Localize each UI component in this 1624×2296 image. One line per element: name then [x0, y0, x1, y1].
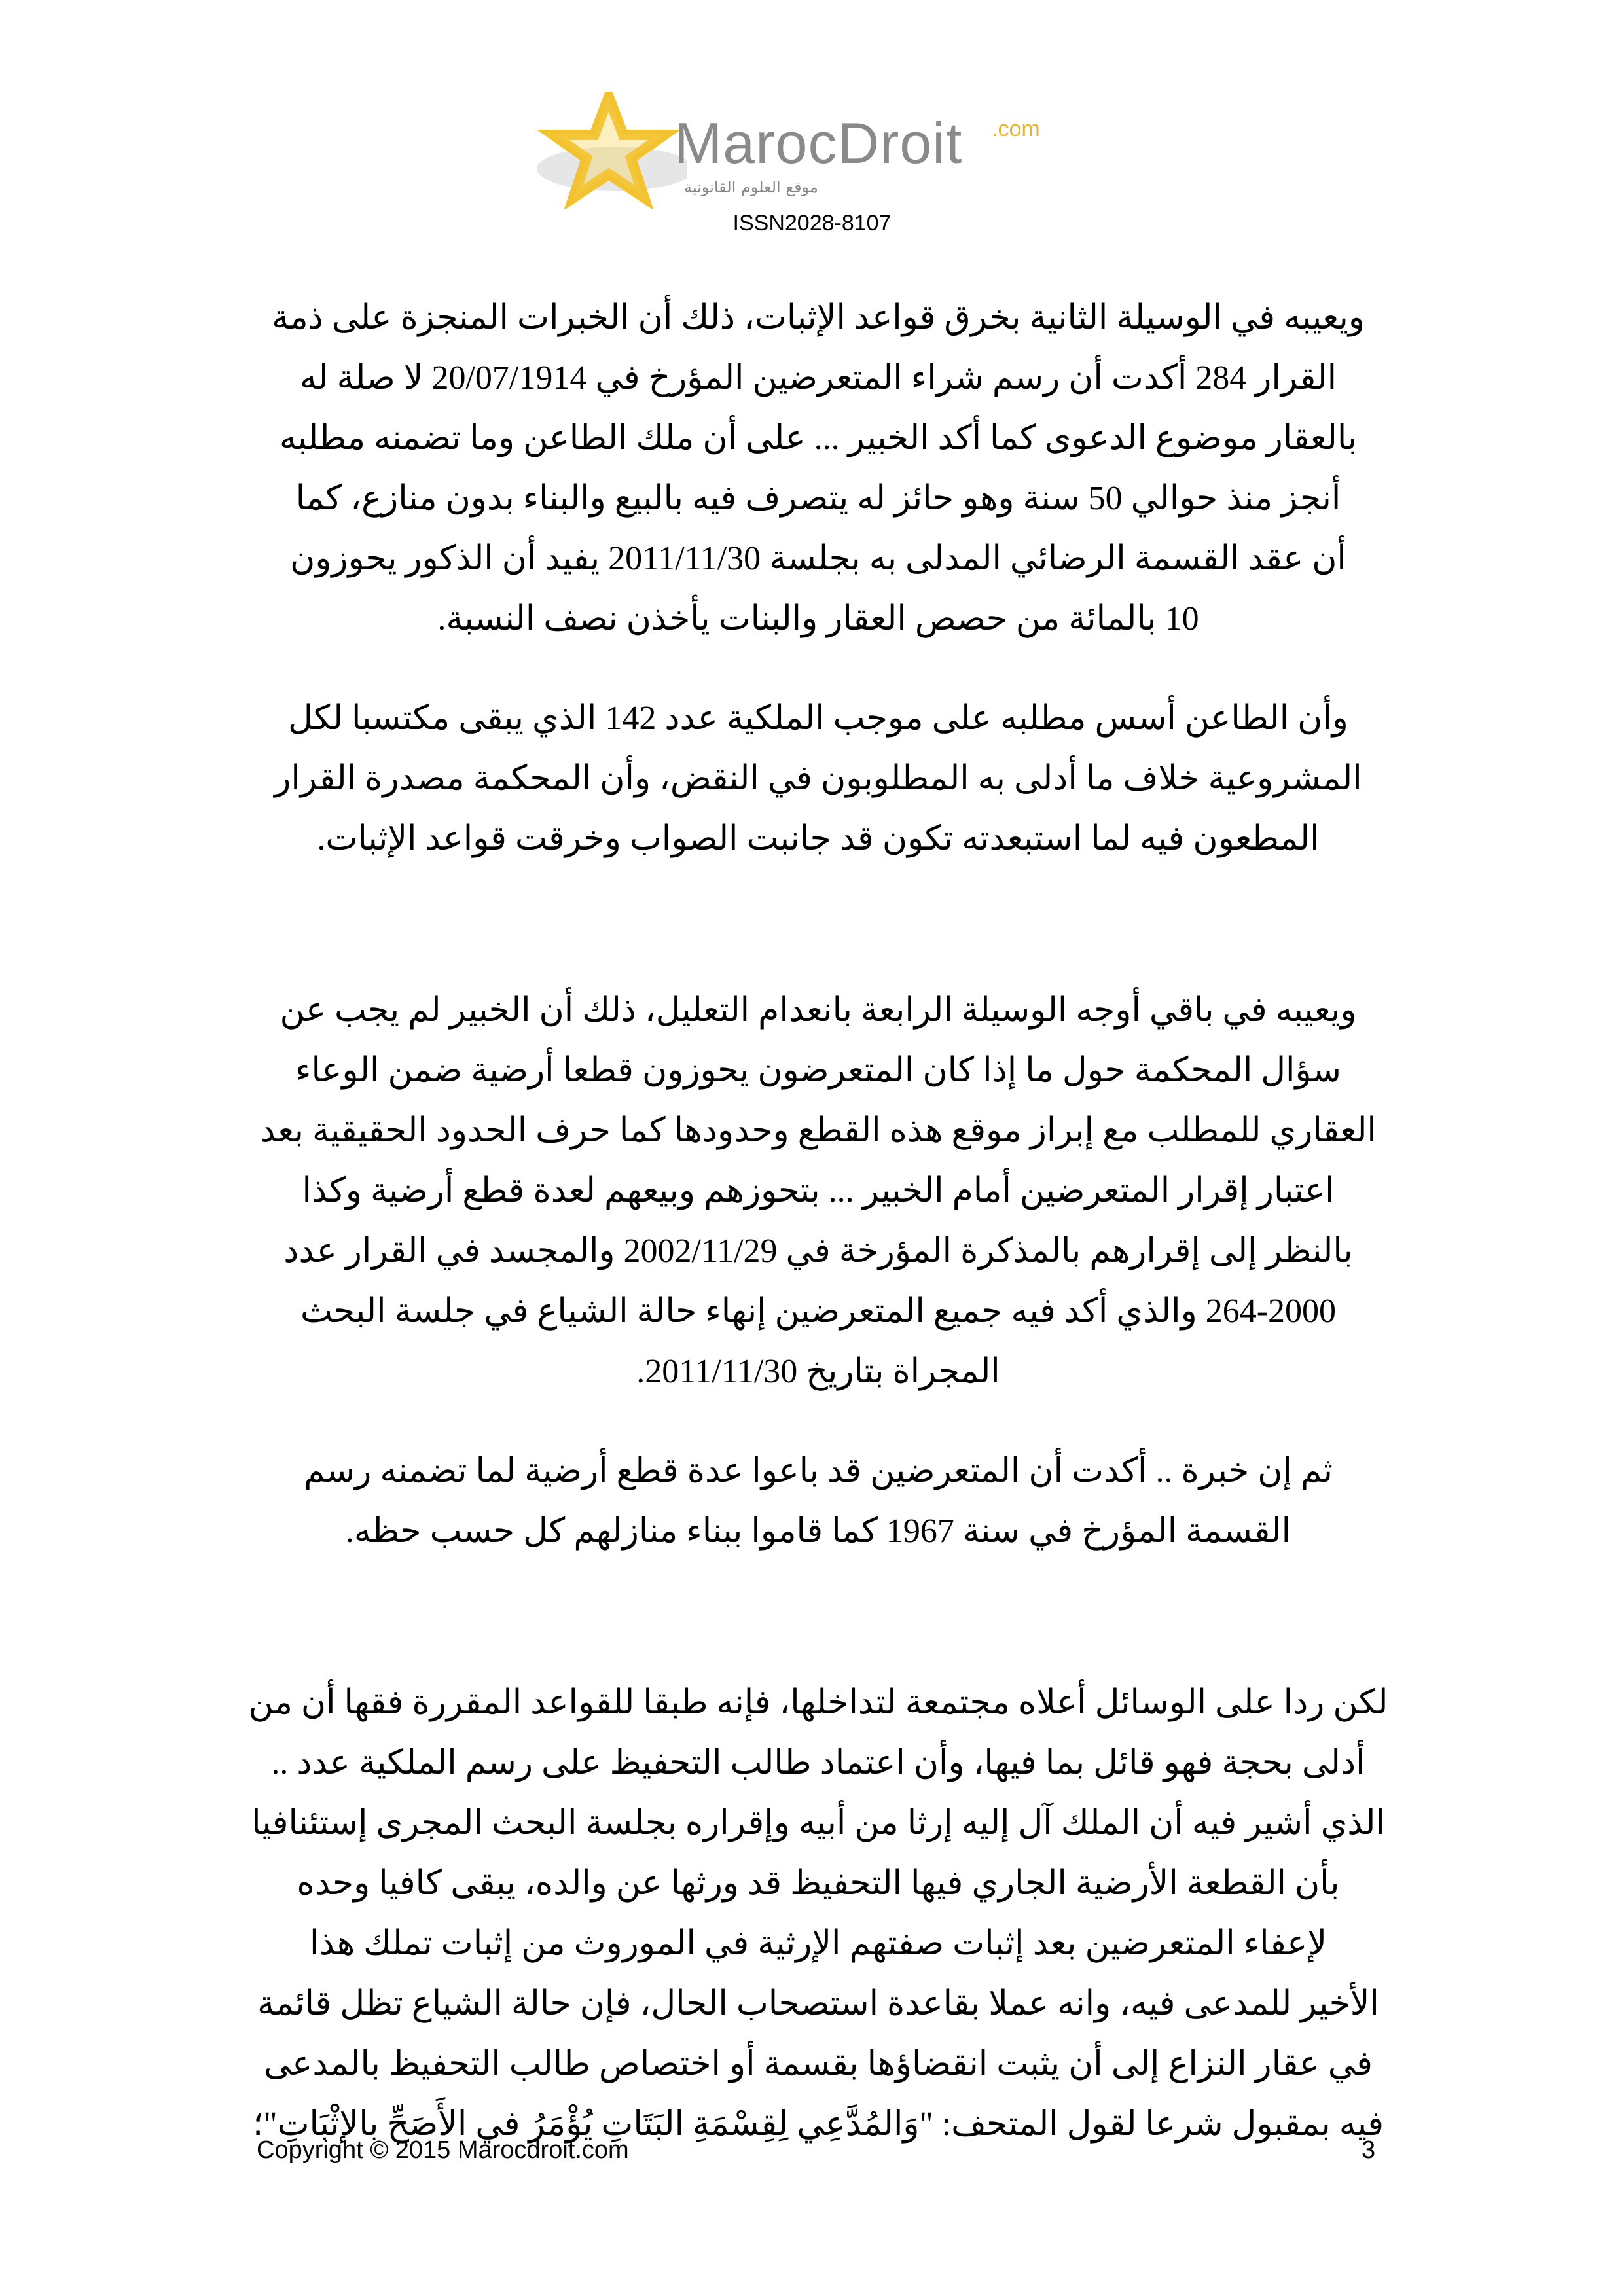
- text-line: المجراة بتاريخ 2011/11/30.: [636, 1353, 1000, 1390]
- text-line: أن عقد القسمة الرضائي المدلى به بجلسة 2011/11/30 يفيد أن الذكور يحوزون: [290, 540, 1346, 577]
- text-line: 10 بالمائة من حصص العقار والبنات يأخذن نصف النسبة.: [437, 600, 1199, 637]
- text-line: المشروعية خلاف ما أدلى به المطلوبون في النقض، وأن المحكمة مصدرة القرار: [274, 760, 1362, 797]
- paragraph: [242, 980, 1394, 1402]
- text-line: ويعيبه في باقي أوجه الوسيلة الرابعة بانعدام التعليل، ذلك أن الخبير لم يجب عن: [280, 992, 1357, 1029]
- text-line: سؤال المحكمة حول ما إذا كان المتعرضون يحوزون قطعا أرضية ضمن الوعاء: [295, 1052, 1341, 1089]
- text-line: ثم إن خبرة .. أكدت أن المتعرضين قد باعوا عدة قطع أرضية لما تضمنه رسم: [304, 1452, 1333, 1490]
- logo-name: MarocDroit: [674, 111, 963, 175]
- footer-copyright: Copyright © 2015 Marocdroit.com: [257, 2136, 629, 2164]
- logo-dotcom: .com: [992, 117, 1040, 141]
- page-header: [0, 0, 1624, 249]
- text-line: الذي أشير فيه أن الملك آل إليه إرثا من أبيه وإقراره بجلسة البحث المجرى إستئنافيا: [251, 1804, 1385, 1842]
- page-number: 3: [1362, 2136, 1376, 2164]
- text-line: ويعيبه في الوسيلة الثانية بخرق قواعد الإثبات، ذلك أن الخبرات المنجزة على ذمة: [271, 299, 1365, 336]
- text-line: 264-2000 والذي أكد فيه جميع المتعرضين إنهاء حالة الشياع في جلسة البحث: [300, 1293, 1337, 1330]
- text-line: بأن القطعة الأرضية الجاري فيها التحفيظ قد ورثها عن والده، يبقى كافيا وحده: [297, 1865, 1340, 1902]
- paragraph: [242, 689, 1394, 869]
- site-logo: [530, 92, 1093, 209]
- text-line: لإعفاء المتعرضين بعد إثبات صفتهم الإرثية في الموروث من إثبات تملك هذا: [310, 1925, 1327, 1962]
- star-logo-icon: [530, 92, 687, 209]
- text-line: القسمة المؤرخ في سنة 1967 كما قاموا ببناء منازلهم كل حسب حظه.: [345, 1513, 1291, 1550]
- text-line: في عقار النزاع إلى أن يثبت انقضاؤها بقسمة أو اختصاص طالب التحفيظ بالمدعى: [263, 2045, 1373, 2083]
- text-line: اعتبار إقرار المتعرضين أمام الخبير ... بتحوزهم وبيعهم لعدة قطع أرضية وكذا: [302, 1172, 1335, 1210]
- text-line: المطعون فيه لما استبعدته تكون قد جانبت الصواب وخرقت قواعد الإثبات.: [317, 820, 1320, 857]
- paragraph: [242, 288, 1394, 649]
- text-line: بالنظر إلى إقرارهم بالمذكرة المؤرخة في 2002/11/29 والمجسد في القرار عدد: [283, 1232, 1353, 1270]
- paragraph: [242, 1441, 1394, 1562]
- paragraph: [242, 1673, 1394, 2155]
- issn-number: ISSN2028-8107: [732, 211, 892, 236]
- text-line: أدلى بحجة فهو قائل بما فيها، وأن اعتماد طالب التحفيظ على رسم الملكية عدد ..: [271, 1744, 1365, 1782]
- text-line: وأن الطاعن أسس مطلبه على موجب الملكية عدد 142 الذي يبقى مكتسبا لكل: [288, 700, 1348, 737]
- text-line: أنجز منذ حوالي 50 سنة وهو حائز له يتصرف فيه بالبيع والبناء بدون منازع، كما: [295, 480, 1341, 517]
- logo-subtitle: موقع العلوم القانونية: [684, 178, 818, 196]
- text-line: بالعقار موضوع الدعوى كما أكد الخبير ... على أن ملك الطاعن وما تضمنه مطلبه: [279, 420, 1358, 457]
- text-line: لكن ردا على الوسائل أعلاه مجتمعة لتداخلها، فإنه طبقا للقواعد المقررة فقها أن من: [248, 1684, 1388, 1721]
- text-line: القرار 284 أكدت أن رسم شراء المتعرضين المؤرخ في 20/07/1914 لا صلة له: [299, 359, 1337, 397]
- text-line: فيه بمقبول شرعا لقول المتحف: "وَالمُدَّعِي لِقِسْمَةِ البَتَاتِ يُؤْمَرُ في الأَصَحِّ بالإثْبَاتِ"؛: [252, 2106, 1384, 2143]
- text-line: الأخير للمدعى فيه، وانه عملا بقاعدة استصحاب الحال، فإن حالة الشياع تظل قائمة: [257, 1985, 1379, 2022]
- document-body: [242, 288, 1394, 2155]
- text-line: العقاري للمطلب مع إبراز موقع هذه القطع وحدودها كما حرف الحدود الحقيقية بعد: [260, 1112, 1377, 1149]
